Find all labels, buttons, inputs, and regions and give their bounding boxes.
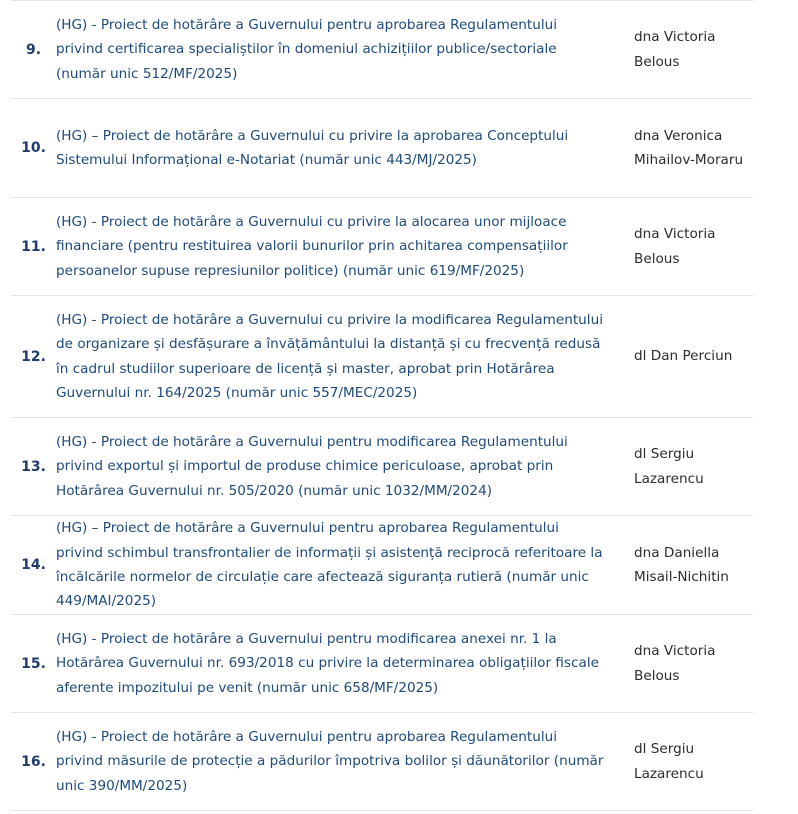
table-row: [11, 99, 753, 198]
row-title: (HG) – Proiect de hotărâre a Guvernului pentru aprobarea Regulamentului privind schimbul transfrontalier de informații și asistență reciprocă referitoare la încălcările normelor de circulație care afectează siguranța rutieră (număr unic 449/MAI/2025): [56, 520, 603, 610]
table-row: [11, 713, 753, 811]
row-responsible: dna Victoria Belous: [634, 226, 716, 267]
row-responsible: dl Sergiu Lazarencu: [634, 741, 704, 782]
row-number: 14.: [21, 557, 46, 573]
table-row: [11, 615, 753, 713]
row-responsible: dna Veronica Mihailov-Moraru: [634, 127, 744, 168]
row-responsible: dl Dan Perciun: [634, 348, 733, 365]
table-row: [11, 198, 753, 296]
row-number: 16.: [21, 753, 46, 770]
row-number: 15.: [21, 655, 46, 672]
row-number: 13.: [21, 458, 46, 475]
table-row: [11, 418, 753, 516]
table-row: [11, 516, 753, 615]
row-title: (HG) – Proiect de hotărâre a Guvernului cu privire la aprobarea Conceptului Sistemului Informațional e-Notariat (număr unic 443/MJ/2025): [56, 127, 569, 168]
row-number: 11.: [21, 238, 46, 255]
row-number: 10.: [21, 140, 46, 156]
row-responsible: dna Victoria Belous: [634, 643, 716, 684]
row-title: (HG) - Proiect de hotărâre a Guvernului pentru aprobarea Regulamentului privind măsurile de protecție a pădurilor împotriva bolilor și dăunătorilor (număr unic 390/MM/2025): [56, 729, 604, 794]
row-title: (HG) - Proiect de hotărâre a Guvernului pentru modificarea anexei nr. 1 la Hotărârea Guvernului nr. 693/2018 cu privire la determinarea obligațiilor fiscale aferente impozitului pe venit (număr unic 658/MF/2025): [56, 631, 599, 696]
table-row: [11, 296, 753, 418]
row-title: (HG) - Proiect de hotărâre a Guvernului cu privire la alocarea unor mijloace financiare (pentru restituirea valorii bunurilor prin achitarea compensațiilor persoanelor supuse represiunilor politice) (număr unic 619/MF/2025): [56, 214, 568, 279]
table-row: [11, 1, 753, 99]
row-responsible: dl Sergiu Lazarencu: [634, 446, 704, 487]
row-title: (HG) - Proiect de hotărâre a Guvernului pentru aprobarea Regulamentului privind certificarea specialiștilor în domeniul achizițiilor publice/sectoriale (număr unic 512/MF/2025): [56, 17, 557, 82]
row-number: 12.: [21, 348, 46, 365]
row-number: 9.: [25, 41, 42, 58]
row-title: (HG) - Proiect de hotărâre a Guvernului cu privire la modificarea Regulamentului de organizare și desfășurare a învățământului la distanță și cu frecvență redusă în cadrul studiilor superioare de licență și master, aprobat prin Hotărârea Guvernului nr. 164/2025 (număr unic 557/MEC/2025): [56, 311, 603, 401]
row-responsible: dna Daniella Misail-Nichitin: [634, 544, 729, 585]
row-responsible: dna Victoria Belous: [634, 29, 716, 70]
row-title: (HG) - Proiect de hotărâre a Guvernului pentru modificarea Regulamentului privind exportul și importul de produse chimice periculoase, aprobat prin Hotărârea Guvernului nr. 505/2020 (număr unic 1032/MM/2024): [56, 434, 568, 499]
agenda-table: [11, 0, 753, 811]
